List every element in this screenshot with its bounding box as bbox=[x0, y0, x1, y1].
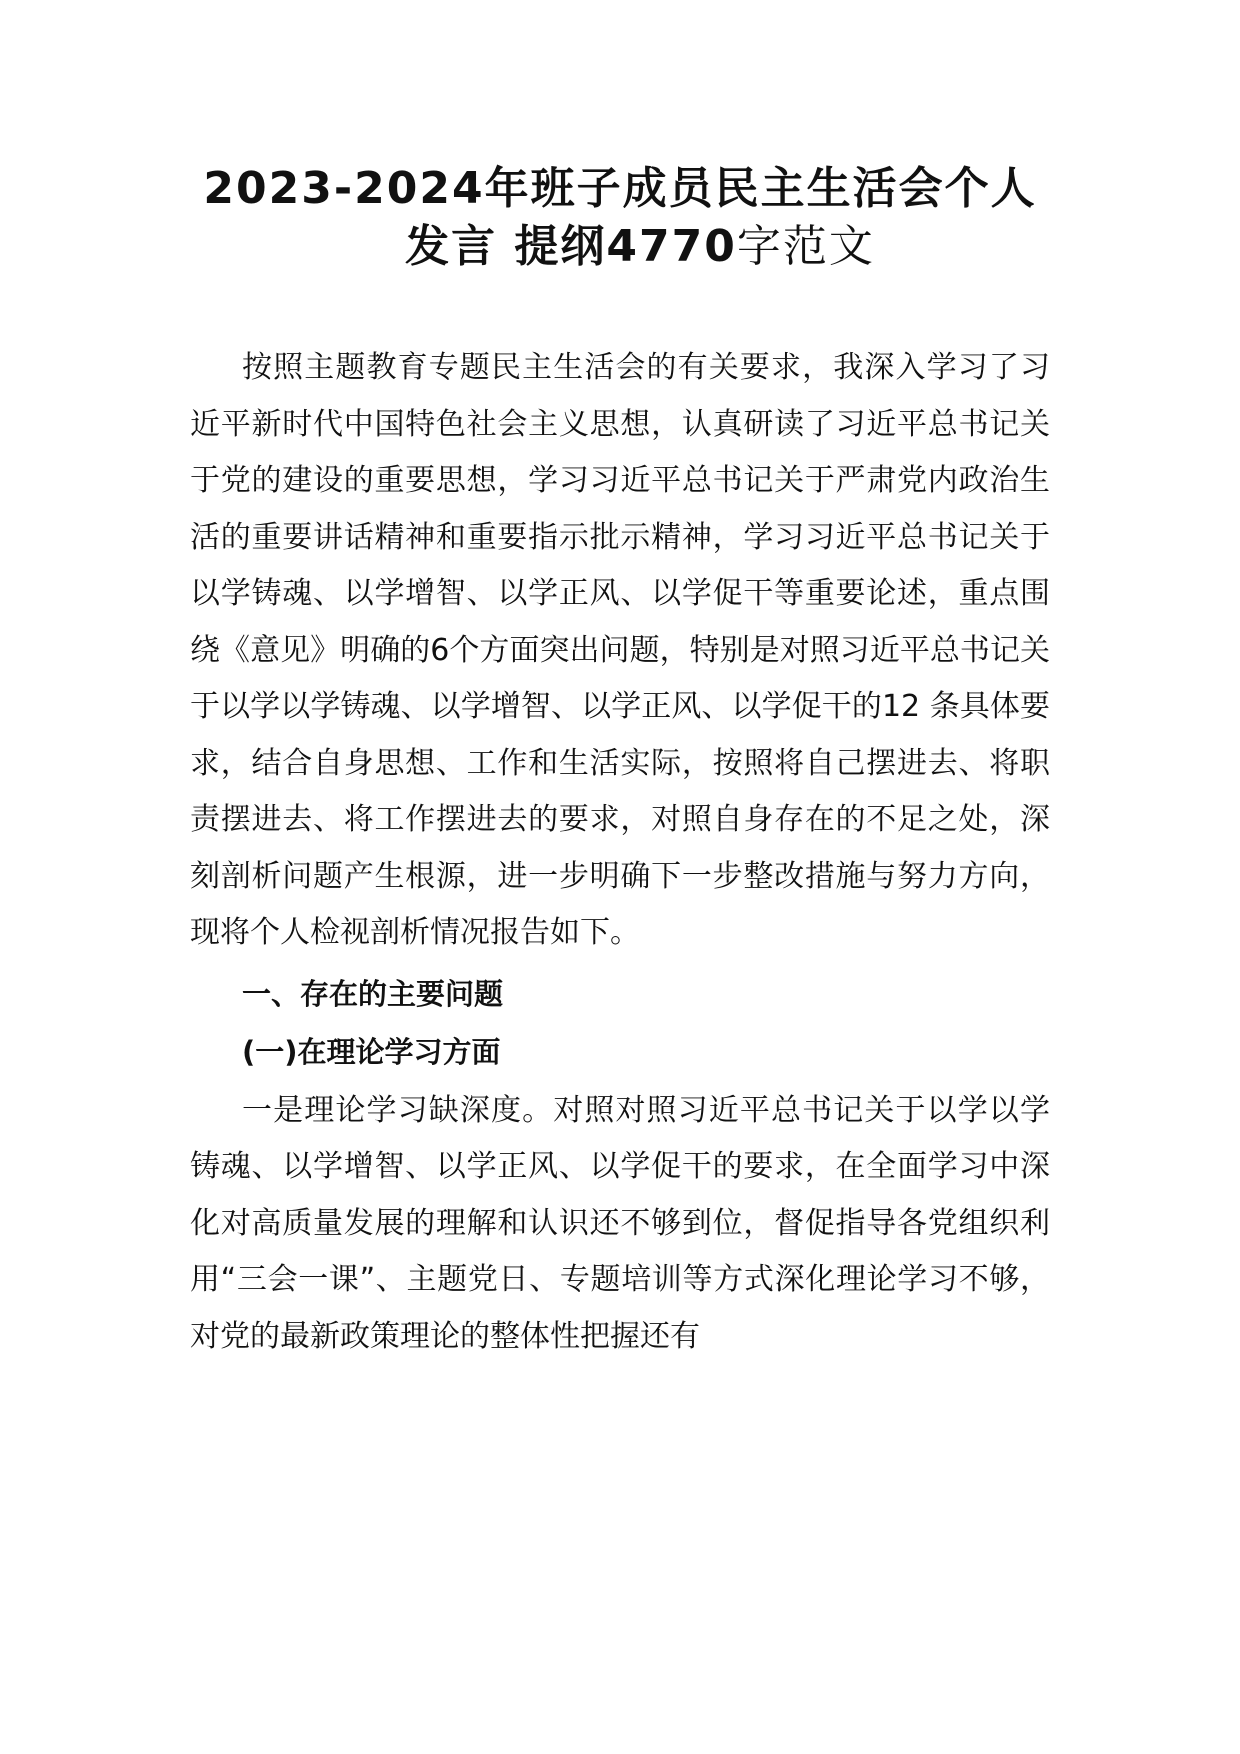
body-paragraph: 一是理论学习缺深度。对照对照习近平总书记关于以学以学铸魂、以学增智、以学正风、以学促干的要求，在全面学习中深化对高质量发展的理解和认识还不够到位，督促指导各党组织利用“三会一课”、主题党日、专题培训等方式深化理论学习不够，对党的最新政策理论的整体性把握还有 bbox=[190, 1092, 1050, 1354]
intro-paragraph: 按照主题教育专题民主生活会的有关要求，我深入学习了习近平新时代中国特色社会主义思想，认真研读了习近平总书记关于党的建设的重要思想，学习习近平总书记关于严肃党内政治生活的重要讲话精神和重要指示批示精神，学习习近平总书记关于以学铸魂、以学增智、以学正风、以学促干等重要论述，重点围绕《意见》明确的6个方面突出问题，特别是对照习近平总书记关于以学以学铸魂、以学增智、以学正风、以学促干的12 条具体要求，结合自身思想、工作和生活实际，按照将自己摆进去、将职责摆进去、将工作摆进去的要求，对照自身存在的不足之处，深刻剖析问题产生根源，进一步明确下一步整改措施与努力方向，现将个人检视剖析情况报告如下。 bbox=[190, 350, 1050, 950]
document-body bbox=[190, 340, 1050, 1365]
section-heading-problems: 一、存在的主要问题 bbox=[242, 976, 504, 1011]
document-title bbox=[140, 160, 1100, 276]
title-line-2-normal: 字范文 bbox=[736, 221, 875, 272]
subsection-heading-theory-study: (一)在理论学习方面 bbox=[242, 1035, 501, 1069]
title-line-1: 2023-2024年班子成员民主生活会个人 bbox=[203, 163, 1037, 214]
title-line-2-bold: 发言 提纲4770 bbox=[405, 221, 737, 272]
title-line-2 bbox=[140, 218, 1100, 276]
